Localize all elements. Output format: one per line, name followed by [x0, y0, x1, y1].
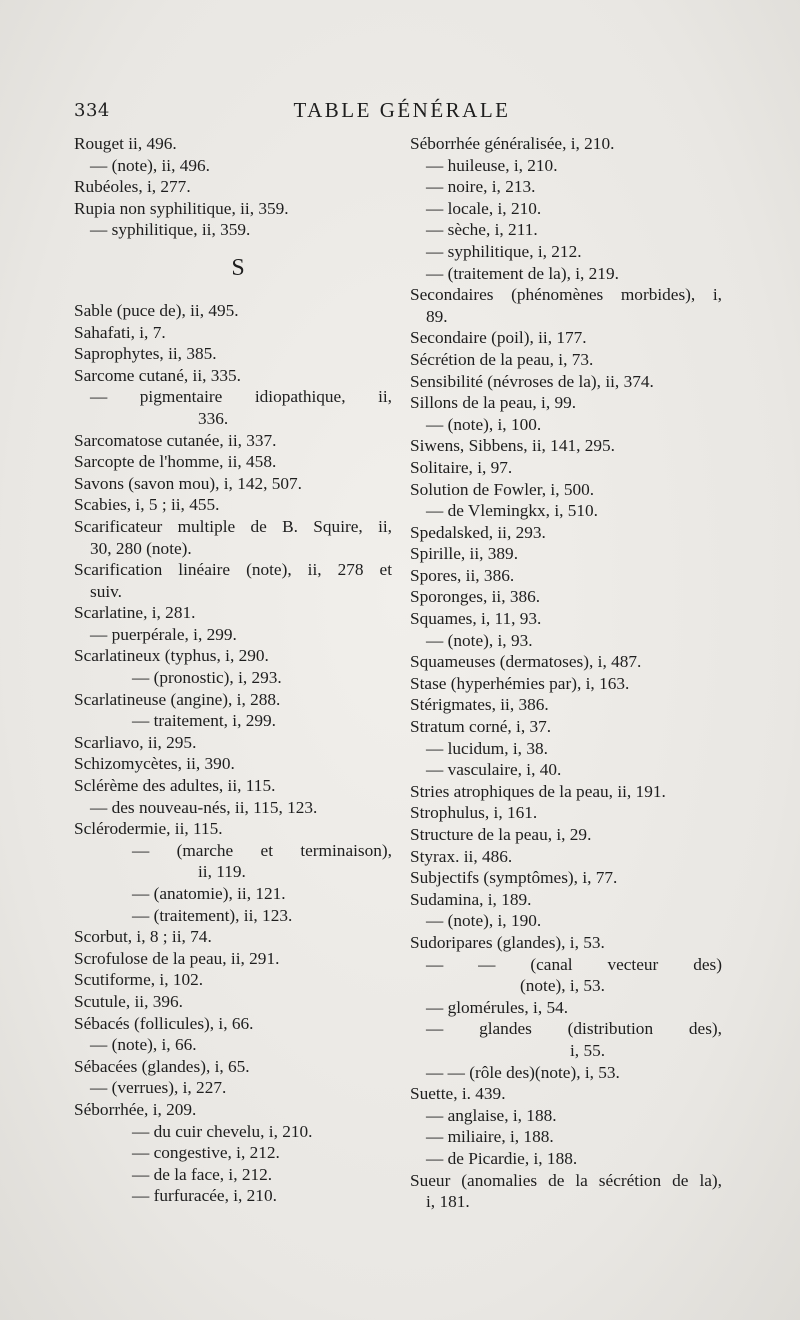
index-entry: Séborrhée généralisée, i, 210. — [410, 134, 615, 153]
index-entry-continuation: suiv. — [90, 581, 123, 601]
index-entry: Stérigmates, ii, 386. — [410, 695, 549, 715]
index-entry: Siwens, Sibbens, ii, 141, 295. — [410, 436, 615, 456]
index-column-left — [74, 133, 392, 1207]
index-entry: — pigmentaire idiopathique, ii, — [90, 387, 392, 407]
index-entry: Sébacés (follicules), i, 66. — [74, 1013, 254, 1033]
index-entry: Scarliavo, ii, 295. — [74, 732, 197, 752]
index-entry: Sillons de la peau, i, 99. — [410, 393, 577, 413]
index-entry: Rupia non syphilitique, ii, 359. — [74, 198, 289, 218]
index-entry: Sclérodermie, ii, 115. — [74, 819, 223, 839]
index-entry: Sahafati, i, 7. — [74, 322, 166, 342]
index-entry-continuation: i, 181. — [426, 1192, 470, 1212]
index-entry: — syphilitique, ii, 359. — [90, 220, 251, 240]
index-entry: — (pronostic), i, 293. — [132, 668, 282, 688]
index-entry: Spirille, ii, 389. — [410, 544, 519, 564]
index-entry: — (note), i, 66. — [90, 1035, 197, 1055]
index-entry: Sécrétion de la peau, i, 73. — [410, 349, 594, 369]
section-letter: S — [231, 254, 245, 281]
index-entry: Subjectifs (symptômes), i, 77. — [410, 868, 618, 888]
page-header — [72, 98, 732, 124]
index-entry: — (note), i, 190. — [426, 911, 542, 931]
index-entry: Scutule, ii, 396. — [74, 991, 183, 1011]
index-entry: Sarcome cutané, ii, 335. — [74, 365, 241, 385]
index-entry: Rouget ii, 496. — [74, 134, 177, 153]
index-entry: — congestive, i, 212. — [132, 1143, 280, 1163]
index-entry: Sensibilité (névroses de la), ii, 374. — [410, 371, 654, 391]
index-entry: — locale, i, 210. — [426, 198, 542, 218]
index-entry: Scarification linéaire (note), ii, 278 et — [74, 560, 392, 580]
index-entry-continuation: (note), i, 53. — [520, 976, 605, 996]
index-entry: — du cuir chevelu, i, 210. — [132, 1121, 313, 1141]
index-entry: Squameuses (dermatoses), i, 487. — [410, 652, 642, 672]
index-entry: — glomérules, i, 54. — [426, 997, 569, 1017]
index-entry: — de Vlemingkx, i, 510. — [426, 501, 599, 521]
index-entry: — (marche et terminaison), — [132, 840, 392, 860]
index-entry: Scarificateur multiple de B. Squire, ii, — [74, 516, 392, 536]
index-entry: — (anatomie), ii, 121. — [132, 884, 286, 903]
index-entry: Solitaire, i, 97. — [410, 457, 513, 477]
index-entry: Solution de Fowler, i, 500. — [410, 479, 595, 499]
index-entry: — — (rôle des)(note), i, 53. — [426, 1062, 620, 1082]
index-entry: — de la face, i, 212. — [132, 1164, 273, 1184]
index-entry: Secondaire (poil), ii, 177. — [410, 328, 587, 348]
running-title: TABLE GÉNÉRALE — [293, 98, 511, 122]
index-entry: — (note), ii, 496. — [90, 155, 210, 175]
index-entry: Secondaires (phénomènes morbides), i, — [410, 285, 722, 305]
index-entry: Sarcopte de l'homme, ii, 458. — [74, 452, 277, 472]
index-entry: Sébacées (glandes), i, 65. — [74, 1056, 250, 1076]
index-entry: — noire, i, 213. — [426, 177, 536, 197]
index-entry: Savons (savon mou), i, 142, 507. — [74, 473, 303, 493]
index-column-right — [410, 133, 722, 1213]
index-entry: — de Picardie, i, 188. — [426, 1148, 578, 1168]
index-entry: — (note), i, 93. — [426, 630, 533, 650]
index-entry: Scorbut, i, 8 ; ii, 74. — [74, 927, 212, 947]
index-entry: Sable (puce de), ii, 495. — [74, 300, 239, 320]
index-entry: — (verrues), i, 227. — [90, 1078, 227, 1098]
index-entry: — syphilitique, i, 212. — [426, 241, 582, 261]
index-entry: — anglaise, i, 188. — [426, 1105, 557, 1125]
index-entry-continuation: 89. — [426, 306, 448, 326]
index-entry: Strophulus, i, 161. — [410, 803, 538, 823]
index-entry: — (traitement de la), i, 219. — [426, 263, 619, 283]
index-entry: Stase (hyperhémies par), i, 163. — [410, 673, 630, 693]
index-entry-continuation: ii, 119. — [198, 862, 246, 882]
index-entry: — vasculaire, i, 40. — [426, 760, 562, 780]
index-entry: — furfuracée, i, 210. — [132, 1186, 277, 1206]
index-entry: Scutiforme, i, 102. — [74, 970, 204, 990]
index-entry: — traitement, i, 299. — [132, 711, 276, 731]
index-entry: — des nouveau-nés, ii, 115, 123. — [90, 797, 318, 817]
index-entry: — sèche, i, 211. — [426, 220, 538, 240]
index-entry: Séborrhée, i, 209. — [74, 1099, 197, 1119]
index-entry: Spedalsked, ii, 293. — [410, 522, 546, 542]
index-entry-continuation: 30, 280 (note). — [90, 538, 192, 558]
index-entry: — puerpérale, i, 299. — [90, 624, 237, 644]
index-entry: Structure de la peau, i, 29. — [410, 825, 592, 844]
index-entry: Scrofulose de la peau, ii, 291. — [74, 948, 280, 968]
index-entry: Stratum corné, i, 37. — [410, 717, 552, 737]
index-entry: Spores, ii, 386. — [410, 565, 515, 585]
index-entry: Sporonges, ii, 386. — [410, 587, 541, 607]
index-entry: Squames, i, 11, 93. — [410, 609, 542, 629]
index-entry: Sudamina, i, 189. — [410, 889, 532, 909]
index-entry: Scarlatineuse (angine), i, 288. — [74, 689, 281, 709]
index-entry: — huileuse, i, 210. — [426, 155, 558, 175]
index-entry: — lucidum, i, 38. — [426, 738, 548, 758]
index-entry: — miliaire, i, 188. — [426, 1127, 554, 1147]
page-number: 334 — [74, 100, 110, 121]
index-entry: Saprophytes, ii, 385. — [74, 344, 217, 364]
index-entry: Scabies, i, 5 ; ii, 455. — [74, 495, 220, 515]
index-entry: Styrax. ii, 486. — [410, 846, 513, 866]
index-entry: Stries atrophiques de la peau, ii, 191. — [410, 781, 666, 801]
index-entry: — (traitement), ii, 123. — [132, 905, 293, 925]
index-entry: Scarlatineux (typhus, i, 290. — [74, 646, 269, 666]
index-entry: — glandes (distribution des), — [426, 1019, 722, 1039]
index-entry: — (note), i, 100. — [426, 414, 542, 434]
index-entry: Sclérème des adultes, ii, 115. — [74, 776, 276, 796]
index-entry: Suette, i. 439. — [410, 1084, 506, 1104]
index-entry: Sudoripares (glandes), i, 53. — [410, 932, 605, 952]
index-entry-continuation: i, 55. — [570, 1040, 606, 1060]
index-entry: Rubéoles, i, 277. — [74, 177, 191, 197]
index-entry: Schizomycètes, ii, 390. — [74, 754, 235, 774]
index-entry: Sueur (anomalies de la sécrétion de la), — [410, 1170, 722, 1190]
index-entry: Scarlatine, i, 281. — [74, 603, 196, 623]
index-entry-continuation: 336. — [198, 408, 229, 428]
index-entry: — — (canal vecteur des) — [426, 954, 722, 974]
index-entry: Sarcomatose cutanée, ii, 337. — [74, 430, 277, 450]
